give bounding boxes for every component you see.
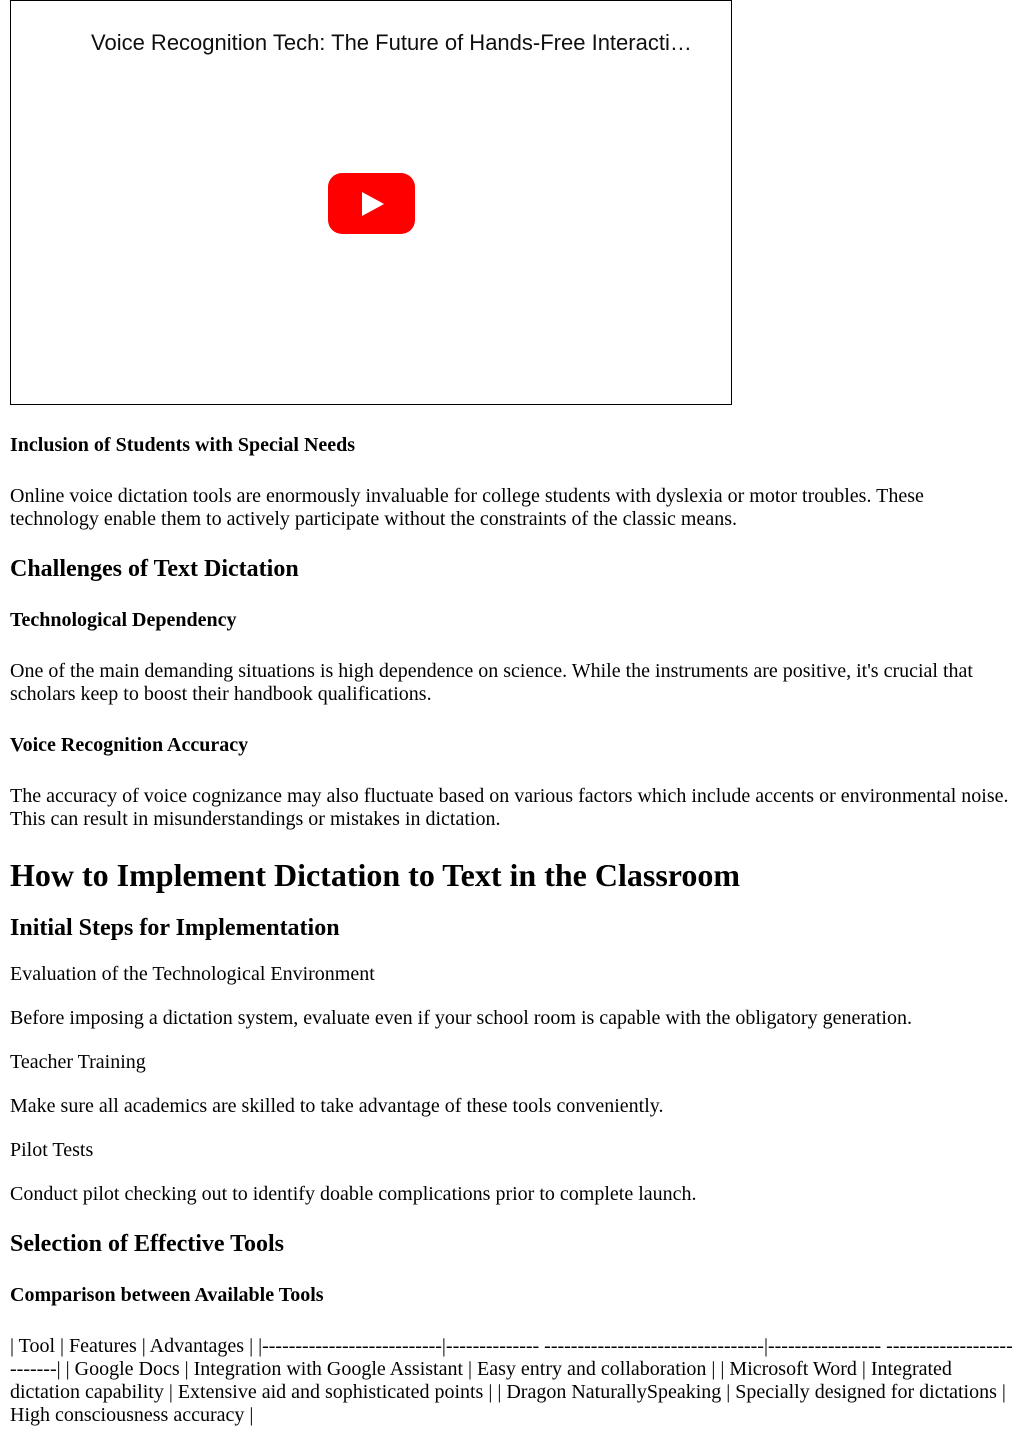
heading-how-to-implement: How to Implement Dictation to Text in the Classroom <box>10 857 741 893</box>
heading-initial-steps: Initial Steps for Implementation <box>10 915 340 941</box>
heading-selection-of-tools: Selection of Effective Tools <box>10 1231 284 1257</box>
paragraph-voice-recognition-accuracy: The accuracy of voice cognizance may also fluctuate based on various factors which include accents or environmental noise. This can result in misunderstandings or mistakes in dictation. <box>10 785 1009 830</box>
heading-voice-recognition-accuracy: Voice Recognition Accuracy <box>10 734 249 756</box>
step-title: Pilot Tests <box>10 1139 94 1161</box>
step-body: Make sure all academics are skilled to take advantage of these tools conveniently. <box>10 1095 664 1117</box>
heading-comparison-tools: Comparison between Available Tools <box>10 1284 324 1306</box>
step-title: Teacher Training <box>10 1051 146 1073</box>
heading-inclusion: Inclusion of Students with Special Needs <box>10 434 356 456</box>
video-embed[interactable] <box>10 0 732 405</box>
comparison-table-text: | Tool | Features | Advantages | |---------------------------|-------------- ---------------------------------|----------------- --------------------------| | Google Docs | Integration with Google Assistant | Easy entry and collaboration | | Microsoft Word | Integrated dictation capability | Extensive aid and sophisticated points | | Dragon NaturallySpeaking | Specially designed for dictations | High consciousness accuracy | <box>10 1335 1013 1426</box>
heading-technological-dependency: Technological Dependency <box>10 609 237 631</box>
paragraph-technological-dependency: One of the main demanding situations is high dependence on science. While the instruments are positive, it's crucial that scholars keep to boost their handbook qualifications. <box>10 660 973 705</box>
step-body: Conduct pilot checking out to identify doable complications prior to complete launch. <box>10 1183 697 1205</box>
paragraph-inclusion: Online voice dictation tools are enormously invaluable for college students with dyslexia or motor troubles. These technology enable them to actively participate without the constraints of the classic means. <box>10 485 924 530</box>
step-body: Before imposing a dictation system, evaluate even if your school room is capable with the obligatory generation. <box>10 1007 912 1029</box>
play-button[interactable] <box>328 173 415 234</box>
heading-challenges: Challenges of Text Dictation <box>10 556 299 582</box>
step-title: Evaluation of the Technological Environment <box>10 963 375 985</box>
video-title[interactable]: Voice Recognition Tech: The Future of Hands-Free Interacti… <box>91 30 692 55</box>
youtube-play-icon <box>362 192 384 216</box>
